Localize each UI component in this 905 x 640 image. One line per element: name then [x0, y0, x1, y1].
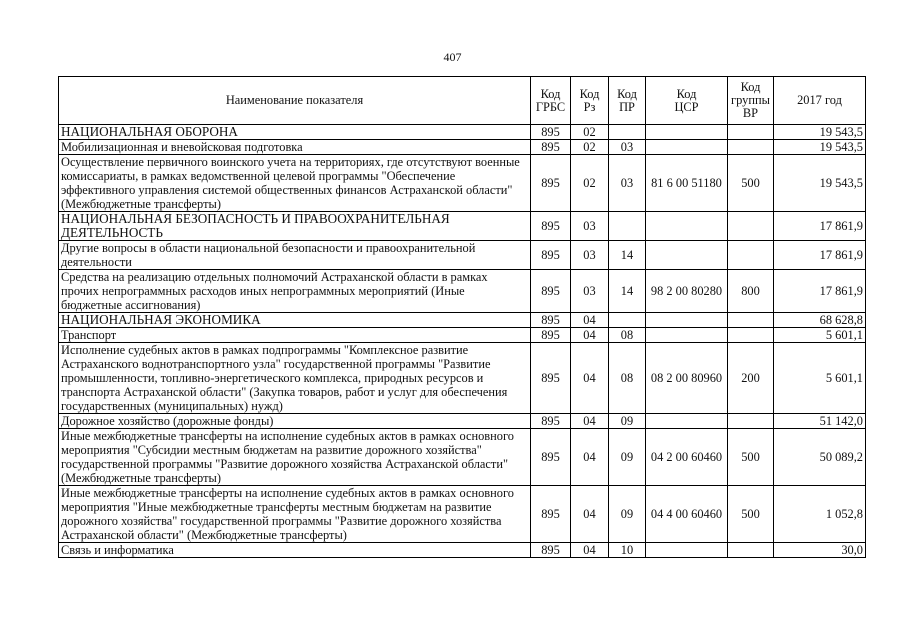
cell-grbs: 895 — [531, 241, 571, 270]
cell-amount: 51 142,0 — [774, 414, 866, 429]
cell-grbs: 895 — [531, 343, 571, 414]
cell-amount: 50 089,2 — [774, 429, 866, 486]
header-csr: Код ЦСР — [646, 77, 728, 125]
cell-name: Мобилизационная и вневойсковая подготовка — [59, 140, 531, 155]
cell-name: Осуществление первичного воинского учета на территориях, где отсутствуют военные комиссариаты, в рамках ведомственной целевой программы "Обеспечение эффективного управления системой общественных финансов Астраханской области" (Межбюджетные трансферты) — [59, 155, 531, 212]
cell-csr — [646, 140, 728, 155]
cell-rz: 03 — [571, 241, 609, 270]
cell-amount: 19 543,5 — [774, 155, 866, 212]
cell-name: Средства на реализацию отдельных полномочий Астраханской области в рамках прочих непрограммных расходов иных непрограммных мероприятий (Иные бюджетные ассигнования) — [59, 270, 531, 313]
cell-csr — [646, 328, 728, 343]
cell-pr: 14 — [609, 270, 646, 313]
cell-pr: 08 — [609, 343, 646, 414]
cell-pr: 03 — [609, 140, 646, 155]
table-row — [59, 543, 866, 558]
cell-name: Иные межбюджетные трансферты на исполнение судебных актов в рамках основного мероприятия "Иные межбюджетные трансферты местным бюджетам на развитие дорожного хозяйства" государственной программы "Развитие дорожного хозяйства Астраханской области" (Межбюджетные трансферты) — [59, 486, 531, 543]
header-grbs: Код ГРБС — [531, 77, 571, 125]
cell-csr — [646, 241, 728, 270]
table-row — [59, 429, 866, 486]
cell-pr: 08 — [609, 328, 646, 343]
cell-name: НАЦИОНАЛЬНАЯ БЕЗОПАСНОСТЬ И ПРАВООХРАНИТЕЛЬНАЯ ДЕЯТЕЛЬНОСТЬ — [59, 212, 531, 241]
cell-vr — [728, 543, 774, 558]
cell-csr: 04 4 00 60460 — [646, 486, 728, 543]
cell-csr — [646, 212, 728, 241]
table-row — [59, 328, 866, 343]
page-number: 407 — [443, 50, 462, 64]
cell-csr — [646, 543, 728, 558]
header-name: Наименование показателя — [59, 77, 531, 125]
cell-pr — [609, 212, 646, 241]
cell-pr: 14 — [609, 241, 646, 270]
cell-vr — [728, 414, 774, 429]
header-rz: Код Рз — [571, 77, 609, 125]
header-vr: Код группы ВР — [728, 77, 774, 125]
cell-csr: 04 2 00 60460 — [646, 429, 728, 486]
cell-pr: 10 — [609, 543, 646, 558]
cell-grbs: 895 — [531, 125, 571, 140]
cell-rz: 04 — [571, 313, 609, 328]
cell-csr — [646, 313, 728, 328]
cell-rz: 02 — [571, 140, 609, 155]
cell-vr — [728, 212, 774, 241]
cell-amount: 30,0 — [774, 543, 866, 558]
cell-grbs: 895 — [531, 270, 571, 313]
cell-name: Дорожное хозяйство (дорожные фонды) — [59, 414, 531, 429]
table-row — [59, 313, 866, 328]
cell-grbs: 895 — [531, 414, 571, 429]
cell-grbs: 895 — [531, 429, 571, 486]
cell-pr — [609, 313, 646, 328]
cell-rz: 04 — [571, 328, 609, 343]
cell-vr — [728, 313, 774, 328]
cell-csr: 98 2 00 80280 — [646, 270, 728, 313]
cell-grbs: 895 — [531, 313, 571, 328]
table-row — [59, 155, 866, 212]
cell-amount: 5 601,1 — [774, 328, 866, 343]
cell-name: НАЦИОНАЛЬНАЯ ЭКОНОМИКА — [59, 313, 531, 328]
cell-rz: 04 — [571, 486, 609, 543]
cell-name: Связь и информатика — [59, 543, 531, 558]
cell-name: Другие вопросы в области национальной безопасности и правоохранительной деятельности — [59, 241, 531, 270]
cell-csr: 08 2 00 80960 — [646, 343, 728, 414]
cell-rz: 04 — [571, 543, 609, 558]
table-row — [59, 270, 866, 313]
table-row — [59, 241, 866, 270]
cell-pr: 09 — [609, 429, 646, 486]
cell-vr: 800 — [728, 270, 774, 313]
cell-vr — [728, 241, 774, 270]
cell-grbs: 895 — [531, 212, 571, 241]
table-row — [59, 343, 866, 414]
cell-grbs: 895 — [531, 140, 571, 155]
cell-pr: 09 — [609, 414, 646, 429]
cell-amount: 68 628,8 — [774, 313, 866, 328]
cell-vr — [728, 140, 774, 155]
cell-rz: 03 — [571, 270, 609, 313]
cell-name: Иные межбюджетные трансферты на исполнение судебных актов в рамках основного мероприятия "Субсидии местным бюджетам на развитие дорожного хозяйства" государственной программы "Развитие дорожного хозяйства Астраханской области" (Межбюджетные трансферты) — [59, 429, 531, 486]
cell-amount: 5 601,1 — [774, 343, 866, 414]
cell-amount: 1 052,8 — [774, 486, 866, 543]
cell-rz: 04 — [571, 343, 609, 414]
cell-csr: 81 6 00 51180 — [646, 155, 728, 212]
header-year: 2017 год — [774, 77, 866, 125]
cell-pr: 03 — [609, 155, 646, 212]
cell-name: НАЦИОНАЛЬНАЯ ОБОРОНА — [59, 125, 531, 140]
cell-vr: 500 — [728, 155, 774, 212]
cell-amount: 17 861,9 — [774, 241, 866, 270]
cell-rz: 02 — [571, 155, 609, 212]
cell-grbs: 895 — [531, 543, 571, 558]
cell-rz: 02 — [571, 125, 609, 140]
cell-rz: 04 — [571, 414, 609, 429]
table-body — [59, 125, 866, 558]
table-row — [59, 486, 866, 543]
cell-vr — [728, 125, 774, 140]
table-row — [59, 414, 866, 429]
cell-rz: 03 — [571, 212, 609, 241]
cell-amount: 17 861,9 — [774, 270, 866, 313]
cell-vr: 500 — [728, 486, 774, 543]
budget-table — [58, 76, 866, 558]
cell-vr: 500 — [728, 429, 774, 486]
cell-grbs: 895 — [531, 155, 571, 212]
cell-vr — [728, 328, 774, 343]
cell-name: Исполнение судебных актов в рамках подпрограммы "Комплексное развитие Астраханского воднотранспортного узла" государственной программы "Развитие промышленности, топливно-энергетического комплекса, природных ресурсов и транспорта Астраханской области" (Закупка товаров, работ и услуг для обеспечения государственных (муниципальных) нужд) — [59, 343, 531, 414]
cell-pr: 09 — [609, 486, 646, 543]
cell-csr — [646, 414, 728, 429]
cell-name: Транспорт — [59, 328, 531, 343]
cell-pr — [609, 125, 646, 140]
cell-rz: 04 — [571, 429, 609, 486]
cell-grbs: 895 — [531, 486, 571, 543]
header-row — [59, 77, 866, 125]
cell-vr: 200 — [728, 343, 774, 414]
cell-amount: 17 861,9 — [774, 212, 866, 241]
cell-csr — [646, 125, 728, 140]
cell-grbs: 895 — [531, 328, 571, 343]
cell-amount: 19 543,5 — [774, 140, 866, 155]
header-pr: Код ПР — [609, 77, 646, 125]
table-row — [59, 125, 866, 140]
cell-amount: 19 543,5 — [774, 125, 866, 140]
table-row — [59, 212, 866, 241]
table-row — [59, 140, 866, 155]
